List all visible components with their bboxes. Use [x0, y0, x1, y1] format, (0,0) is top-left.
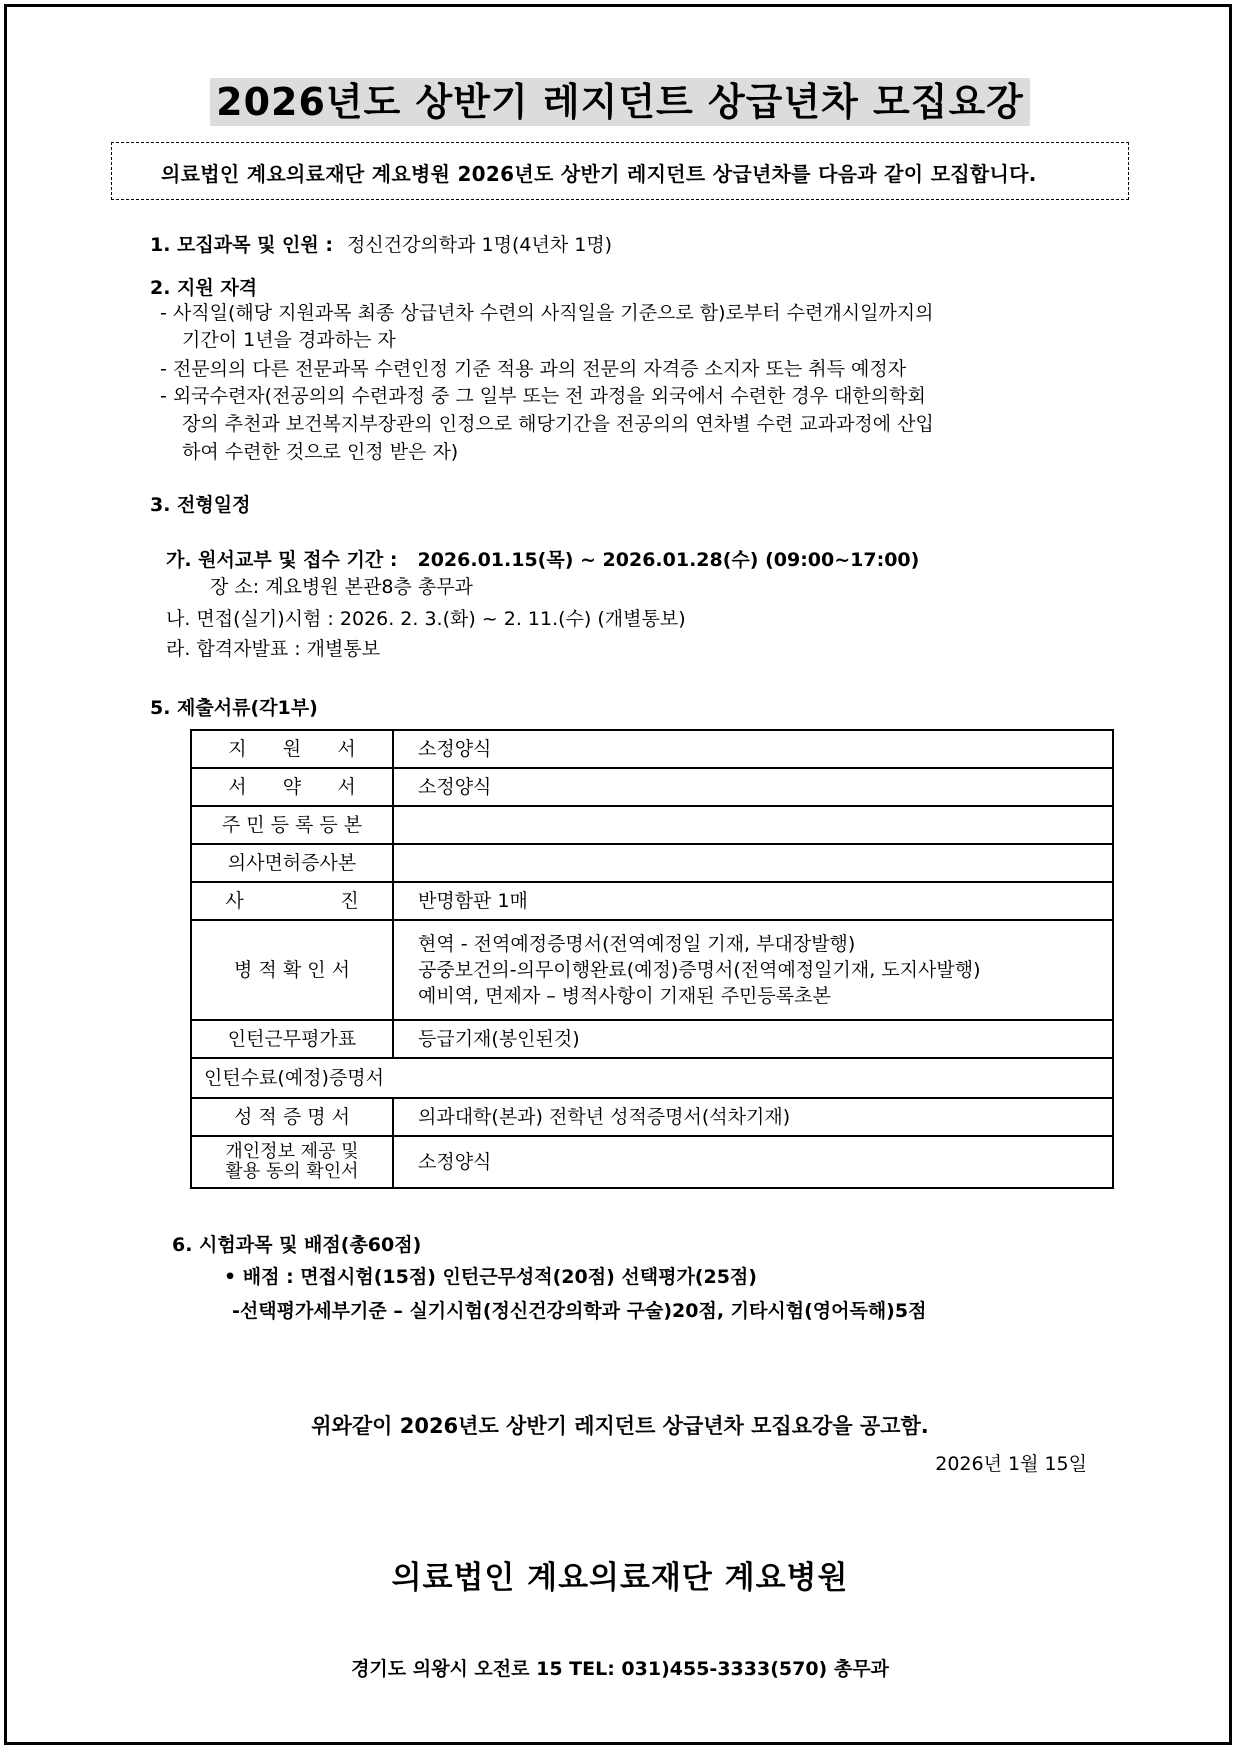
doc-value: 소정양식 — [393, 730, 1113, 768]
section-2-heading: 2. 지원 자격 — [150, 277, 258, 299]
table-row — [191, 1098, 1113, 1136]
doc-value: 소정양식 — [393, 768, 1113, 806]
doc-name: 병 적 확 인 서 — [191, 920, 393, 1020]
doc-value: 소정양식 — [393, 1136, 1113, 1188]
doc-name-line: 활용 동의 확인서 — [225, 1161, 359, 1182]
table-row — [191, 882, 1113, 920]
qualification-1-line-2: 기간이 1년을 경과하는 자 — [182, 329, 396, 351]
score-bullet: • 배점 : 면접시험(15점) 인턴근무성적(20점) 선택평가(25점) — [224, 1266, 757, 1288]
doc-name: 인턴근무평가표 — [191, 1020, 393, 1058]
qualification-2: - 전문의의 다른 전문과목 수련인정 기준 적용 과의 전문의 자격증 소지자 또는 취득 예정자 — [160, 358, 907, 380]
score-detail: -선택평가세부기준 – 실기시험(정신건강의학과 구술)20점, 기타시험(영어독해)5점 — [232, 1300, 927, 1322]
doc-value — [393, 844, 1113, 882]
schedule-result: 라. 합격자발표 : 개별통보 — [166, 638, 381, 660]
doc-name-multiline — [191, 1136, 393, 1188]
qualification-3-line-3: 하여 수련한 것으로 인정 받은 자) — [182, 441, 459, 463]
doc-name: 의사면허증사본 — [191, 844, 393, 882]
section-5-heading: 5. 제출서류(각1부) — [150, 697, 318, 719]
closing-statement: 위와같이 2026년도 상반기 레지던트 상급년차 모집요강을 공고함. — [311, 1414, 929, 1438]
doc-value — [393, 806, 1113, 844]
doc-name: 서 약 서 — [191, 768, 393, 806]
doc-name: 사 진 — [191, 882, 393, 920]
doc-value: 등급기재(봉인된것) — [393, 1020, 1113, 1058]
section-6-heading: 6. 시험과목 및 배점(총60점) — [172, 1234, 422, 1256]
doc-name: 지 원 서 — [191, 730, 393, 768]
doc-value-line: 공중보건의-의무이행완료(예정)증명서(전역예정일기재, 도지사발행) — [418, 959, 981, 981]
table-row — [191, 1058, 1113, 1098]
section-1-value: 정신건강의학과 1명(4년차 1명) — [347, 234, 613, 256]
table-row — [191, 806, 1113, 844]
doc-name: 주 민 등 록 등 본 — [191, 806, 393, 844]
doc-name-line: 개인정보 제공 및 — [225, 1141, 359, 1162]
intro-text: 의료법인 계요의료재단 계요병원 2026년도 상반기 레지던트 상급년차를 다음과 같이 모집합니다. — [161, 162, 1037, 186]
documents-table — [190, 729, 1114, 1189]
schedule-place: 장 소: 계요병원 본관8층 총무과 — [210, 576, 473, 598]
table-row — [191, 730, 1113, 768]
table-row — [191, 920, 1113, 1020]
table-row — [191, 1136, 1113, 1188]
schedule-application-label: 가. 원서교부 및 접수 기간 : — [166, 549, 398, 571]
doc-value: 반명함판 1매 — [393, 882, 1113, 920]
organization-address: 경기도 의왕시 오전로 15 TEL: 031)455-3333(570) 총무과 — [351, 1658, 889, 1680]
organization-name: 의료법인 계요의료재단 계요병원 — [391, 1560, 849, 1596]
section-3-heading: 3. 전형일정 — [150, 494, 251, 516]
section-1 — [150, 230, 612, 257]
table-row — [191, 1020, 1113, 1058]
doc-value-multiline — [393, 920, 1113, 1020]
table-row — [191, 768, 1113, 806]
doc-value: 의과대학(본과) 전학년 성적증명서(석차기재) — [393, 1098, 1113, 1136]
doc-value-line: 예비역, 면제자 – 병적사항이 기재된 주민등록초본 — [418, 985, 831, 1007]
doc-name-full: 인턴수료(예정)증명서 — [191, 1058, 1113, 1098]
qualification-3-line-1: - 외국수련자(전공의의 수련과정 중 그 일부 또는 전 과정을 외국에서 수련한 경우 대한의학회 — [160, 385, 926, 407]
section-1-label: 1. 모집과목 및 인원 : — [150, 234, 333, 256]
table-row — [191, 844, 1113, 882]
document-title-wrap — [0, 78, 1240, 126]
announcement-date: 2026년 1월 15일 — [935, 1453, 1087, 1475]
doc-value-line: 현역 - 전역예정증명서(전역예정일 기재, 부대장발행) — [418, 933, 856, 955]
document-title: 2026년도 상반기 레지던트 상급년차 모집요강 — [210, 78, 1030, 126]
qualification-1-line-1: - 사직일(해당 지원과목 최종 상급년차 수련의 사직일을 기준으로 함)로부터 수련개시일까지의 — [160, 302, 934, 324]
schedule-interview: 나. 면접(실기)시험 : 2026. 2. 3.(화) ~ 2. 11.(수) (개별통보) — [166, 608, 686, 630]
qualification-3-line-2: 장의 추천과 보건복지부장관의 인정으로 해당기간을 전공의의 연차별 수련 교과과정에 산입 — [182, 413, 934, 435]
doc-name: 성 적 증 명 서 — [191, 1098, 393, 1136]
schedule-application — [166, 545, 919, 572]
schedule-application-value: 2026.01.15(목) ~ 2026.01.28(수) (09:00~17:00) — [417, 549, 920, 571]
